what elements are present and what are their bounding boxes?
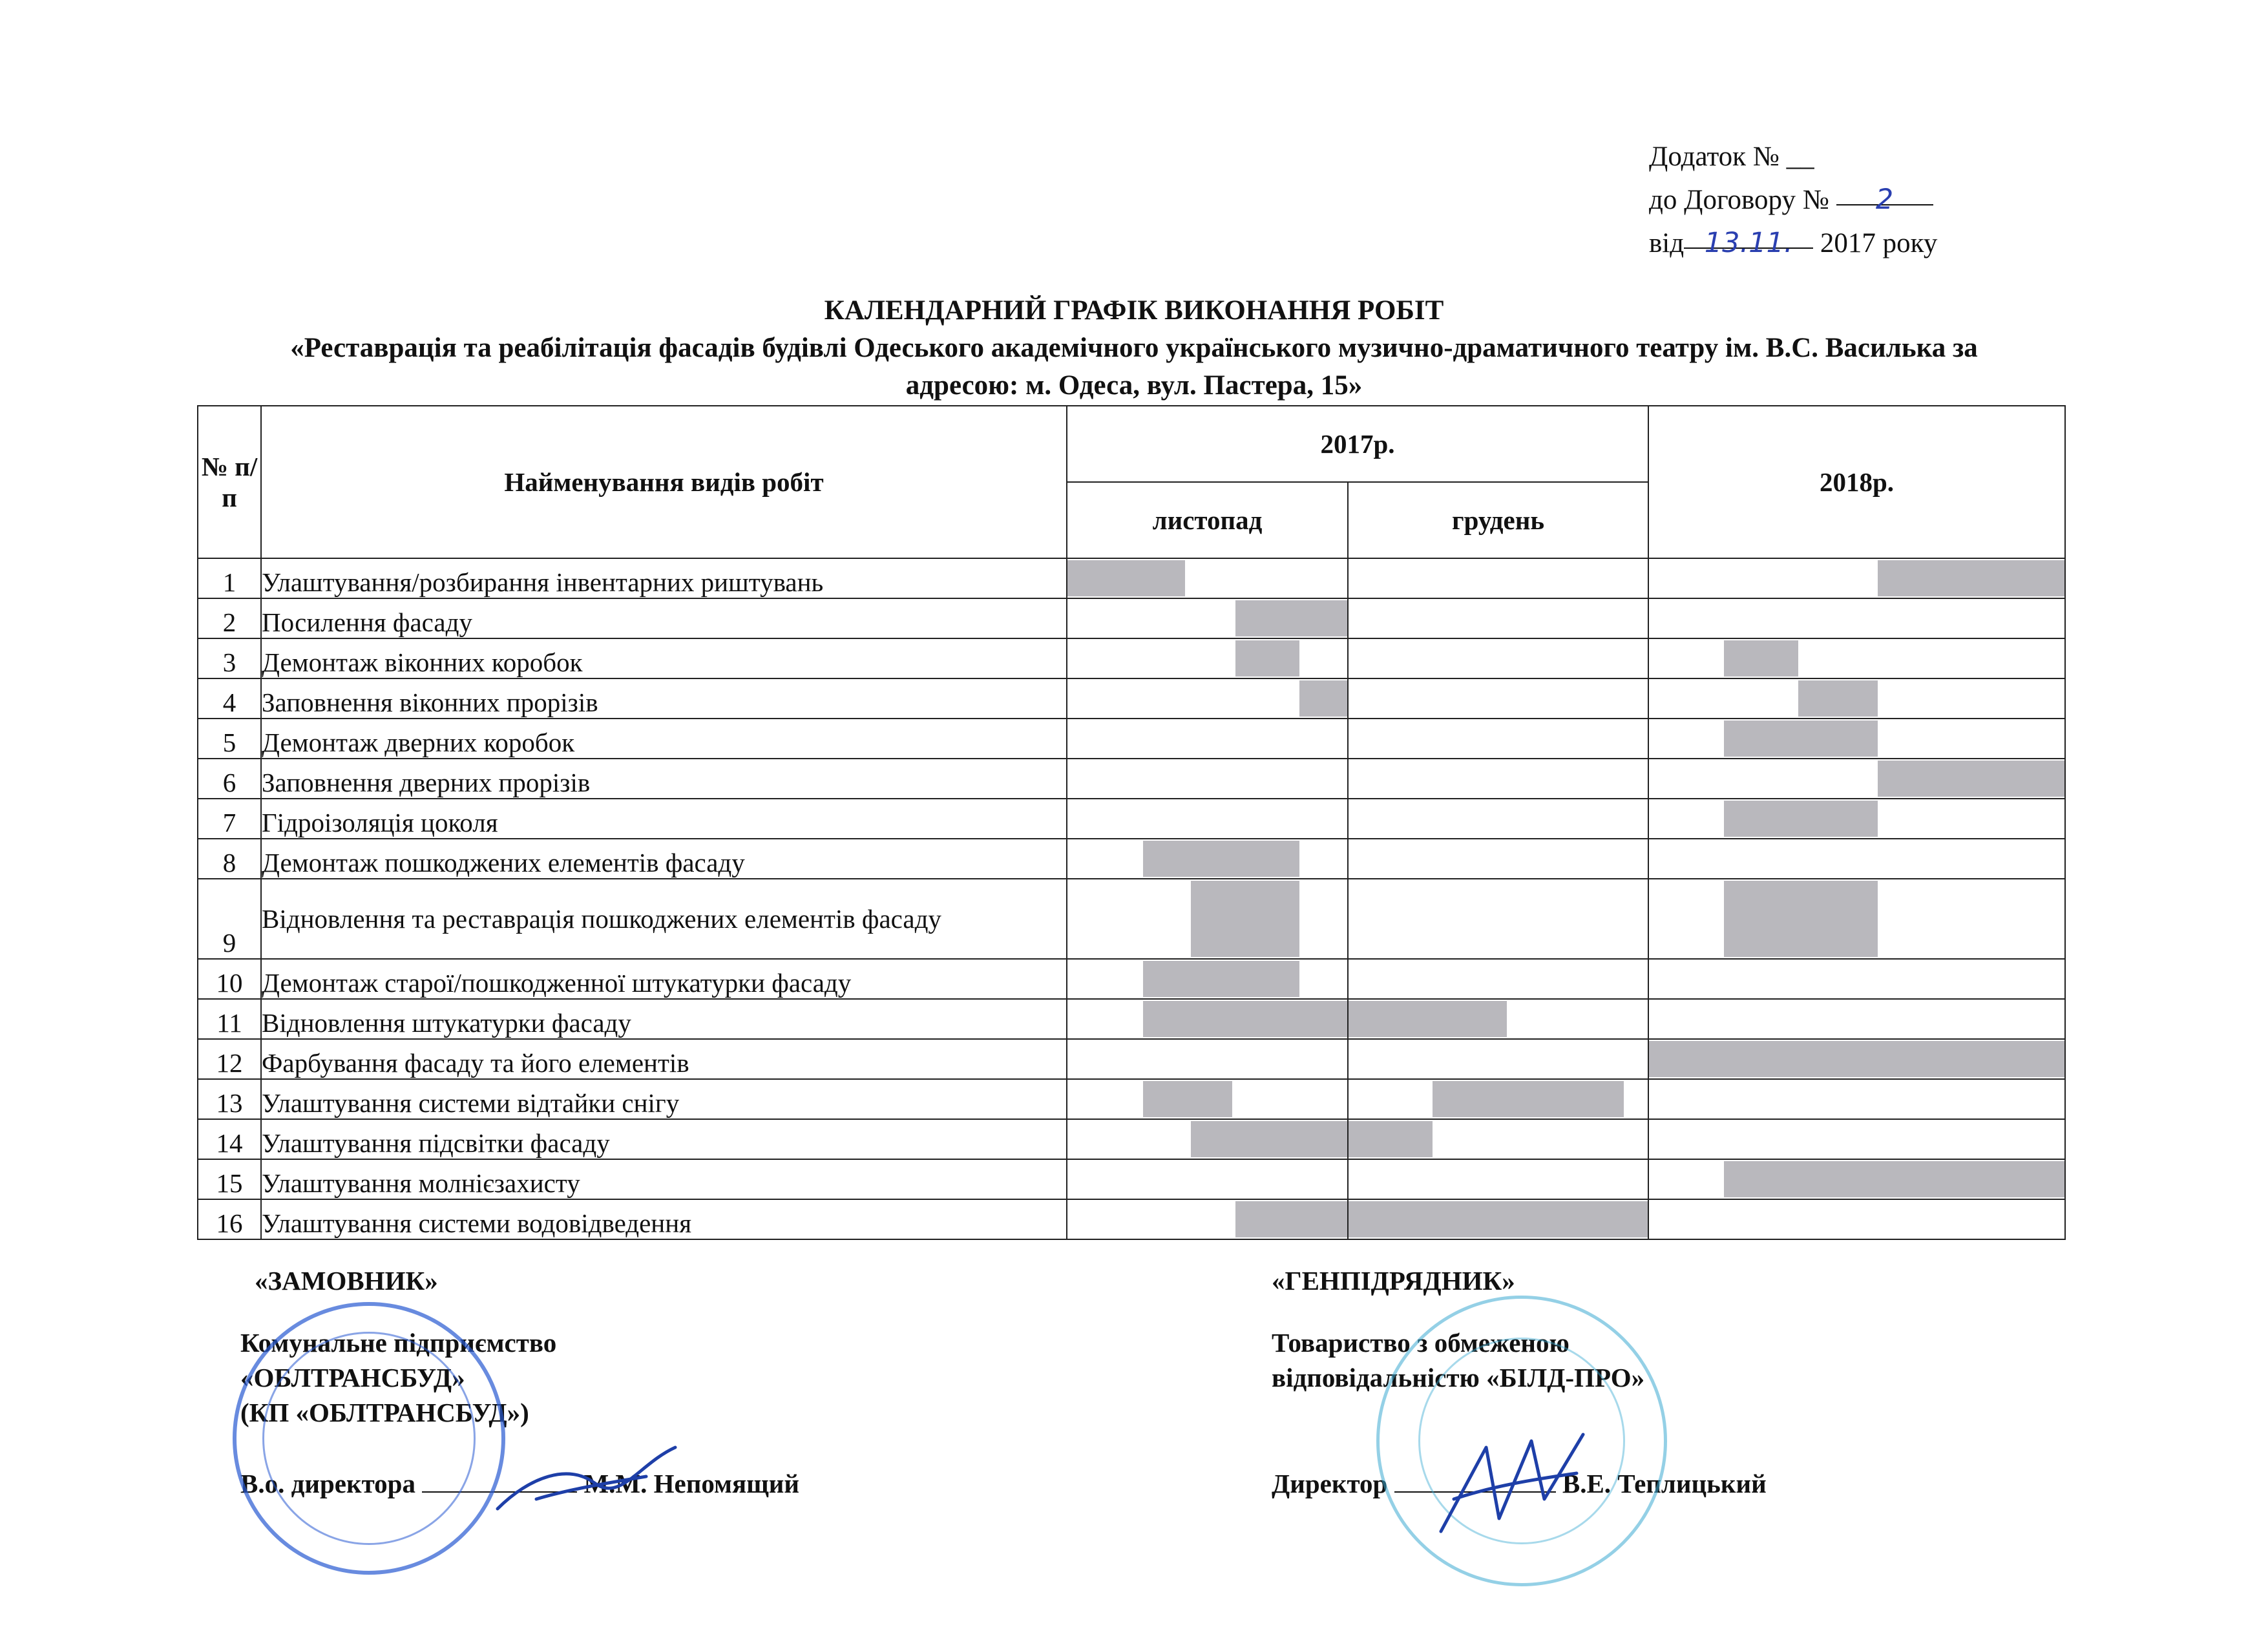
row-work-name: Улаштування молнієзахисту — [261, 1159, 1067, 1199]
gantt-cell-november — [1067, 1119, 1348, 1159]
customer-org-line3: (КП «ОБЛТРАНСБУД») — [240, 1398, 529, 1427]
project-title-line2: адресою: м. Одеса, вул. Пастера, 15» — [905, 370, 1363, 401]
row-number: 6 — [198, 759, 261, 799]
gantt-cell-december — [1348, 1079, 1648, 1119]
gantt-cell-november — [1067, 1039, 1348, 1079]
gantt-cell-november — [1067, 959, 1348, 999]
table-row — [198, 598, 2065, 638]
table-row — [198, 879, 2065, 959]
customer-org-line2: «ОБЛТРАНСБУД» — [240, 1363, 465, 1392]
table-row — [198, 719, 2065, 759]
row-number: 10 — [198, 959, 261, 999]
gantt-cell-december — [1348, 638, 1648, 678]
table-row — [198, 1119, 2065, 1159]
row-work-name: Улаштування системи відтайки снігу — [261, 1079, 1067, 1119]
gantt-bar — [1235, 640, 1300, 677]
gantt-cell-december — [1348, 1119, 1648, 1159]
contractor-signature-field[interactable] — [1394, 1468, 1556, 1493]
page-title: КАЛЕНДАРНИЙ ГРАФІК ВИКОНАННЯ РОБІТ — [824, 295, 1444, 326]
row-number: 12 — [198, 1039, 261, 1079]
row-work-name: Заповнення дверних прорізів — [261, 759, 1067, 799]
row-work-name: Демонтаж пошкоджених елементів фасаду — [261, 839, 1067, 879]
gantt-cell-december — [1348, 1159, 1648, 1199]
gantt-cell-2018 — [1648, 999, 2065, 1039]
table-row — [198, 638, 2065, 678]
customer-signature-line — [240, 1466, 799, 1501]
row-number: 8 — [198, 839, 261, 879]
gantt-cell-december — [1348, 1199, 1648, 1239]
row-work-name: Фарбування фасаду та його елементів — [261, 1039, 1067, 1079]
customer-signature-field[interactable] — [422, 1468, 577, 1493]
row-work-name: Відновлення штукатурки фасаду — [261, 999, 1067, 1039]
gantt-bar — [1724, 801, 1878, 837]
gantt-cell-2018 — [1648, 598, 2065, 638]
table-row — [198, 678, 2065, 719]
gantt-bar — [1724, 640, 1799, 677]
gantt-bar — [1724, 720, 1878, 757]
gantt-cell-november — [1067, 999, 1348, 1039]
gantt-cell-december — [1348, 558, 1648, 598]
gantt-cell-december — [1348, 799, 1648, 839]
column-header-number: № п/п — [198, 406, 261, 558]
gantt-cell-november — [1067, 598, 1348, 638]
row-number: 13 — [198, 1079, 261, 1119]
gantt-cell-2018 — [1648, 678, 2065, 719]
gantt-cell-december — [1348, 839, 1648, 879]
row-number: 15 — [198, 1159, 261, 1199]
gantt-bar — [1349, 1201, 1648, 1237]
row-work-name: Посилення фасаду — [261, 598, 1067, 638]
gantt-cell-2018 — [1648, 799, 2065, 839]
row-work-name: Демонтаж дверних коробок — [261, 719, 1067, 759]
row-number: 14 — [198, 1119, 261, 1159]
column-header-2018: 2018р. — [1648, 406, 2065, 558]
table-row — [198, 1079, 2065, 1119]
gantt-cell-november — [1067, 638, 1348, 678]
contract-date-label: від — [1649, 228, 1685, 258]
row-number: 16 — [198, 1199, 261, 1239]
row-work-name: Улаштування/розбирання інвентарних риштувань — [261, 558, 1067, 598]
gantt-cell-2018 — [1648, 1039, 2065, 1079]
gantt-cell-december — [1348, 999, 1648, 1039]
gantt-bar — [1349, 1121, 1433, 1157]
contractor-person: В.Е. Теплицький — [1562, 1469, 1767, 1498]
row-work-name: Улаштування підсвітки фасаду — [261, 1119, 1067, 1159]
gantt-bar — [1143, 1001, 1347, 1037]
column-header-december: грудень — [1348, 482, 1648, 558]
contract-date-field[interactable] — [1684, 222, 1813, 259]
contract-number-line — [1649, 178, 1937, 222]
gantt-cell-november — [1067, 719, 1348, 759]
gantt-cell-2018 — [1648, 759, 2065, 799]
schedule-rows — [198, 558, 2065, 1239]
column-header-work-name: Найменування видів робіт — [261, 406, 1067, 558]
table-row — [198, 1159, 2065, 1199]
gantt-cell-2018 — [1648, 1079, 2065, 1119]
row-number: 11 — [198, 999, 261, 1039]
contract-number-value: 2 — [1875, 184, 1894, 216]
gantt-bar — [1235, 600, 1347, 636]
table-row — [198, 1039, 2065, 1079]
contract-date-value: 13.11. — [1704, 227, 1793, 259]
table-row — [198, 959, 2065, 999]
gantt-cell-2018 — [1648, 1199, 2065, 1239]
table-row — [198, 799, 2065, 839]
gantt-cell-december — [1348, 879, 1648, 959]
table-row — [198, 839, 2065, 879]
row-work-name: Демонтаж старої/пошкодженної штукатурки фасаду — [261, 959, 1067, 999]
gantt-cell-2018 — [1648, 558, 2065, 598]
row-work-name: Демонтаж віконних коробок — [261, 638, 1067, 678]
contract-number-label: до Договору № — [1649, 185, 1829, 215]
gantt-bar — [1143, 1081, 1233, 1117]
gantt-bar — [1349, 1001, 1507, 1037]
row-work-name: Улаштування системи водовідведення — [261, 1199, 1067, 1239]
row-work-name: Відновлення та реставрація пошкоджених елементів фасаду — [261, 879, 1067, 959]
gantt-cell-december — [1348, 759, 1648, 799]
row-number: 7 — [198, 799, 261, 839]
table-row — [198, 999, 2065, 1039]
gantt-cell-december — [1348, 598, 1648, 638]
gantt-cell-december — [1348, 678, 1648, 719]
contractor-title: Директор — [1272, 1469, 1388, 1498]
gantt-cell-november — [1067, 879, 1348, 959]
customer-org-line1: Комунальне підприємство — [240, 1328, 557, 1358]
contract-number-field[interactable] — [1836, 178, 1933, 216]
contract-date-line — [1649, 222, 1937, 265]
gantt-cell-november — [1067, 558, 1348, 598]
row-number: 3 — [198, 638, 261, 678]
table-row — [198, 1199, 2065, 1239]
table-row — [198, 759, 2065, 799]
gantt-cell-2018 — [1648, 839, 2065, 879]
gantt-cell-2018 — [1648, 719, 2065, 759]
gantt-bar — [1143, 841, 1299, 877]
gantt-bar — [1067, 560, 1185, 596]
gantt-bar — [1433, 1081, 1624, 1117]
contract-year: 2017 року — [1820, 228, 1938, 258]
gantt-cell-november — [1067, 1159, 1348, 1199]
gantt-bar — [1798, 680, 1877, 717]
document-header — [1649, 136, 1937, 265]
column-header-2017: 2017р. — [1067, 406, 1648, 482]
row-number: 1 — [198, 558, 261, 598]
row-work-name: Заповнення віконних прорізів — [261, 678, 1067, 719]
customer-role: «ЗАМОВНИК» — [255, 1266, 438, 1296]
gantt-bar — [1649, 1041, 2064, 1077]
gantt-bar — [1724, 1161, 2064, 1197]
gantt-bar — [1191, 881, 1300, 957]
gantt-cell-december — [1348, 719, 1648, 759]
gantt-cell-december — [1348, 1039, 1648, 1079]
gantt-cell-2018 — [1648, 1119, 2065, 1159]
gantt-cell-november — [1067, 1199, 1348, 1239]
project-title-line1: «Реставрація та реабілітація фасадів будівлі Одеського академічного українського музично-драматичного театру ім. В.С. Василька за — [290, 333, 1978, 363]
column-header-november: листопад — [1067, 482, 1348, 558]
row-number: 9 — [198, 879, 261, 959]
row-work-name: Гідроізоляція цоколя — [261, 799, 1067, 839]
gantt-bar — [1235, 1201, 1347, 1237]
table-row — [198, 558, 2065, 598]
contractor-signature-line — [1272, 1466, 1767, 1501]
contractor-role: «ГЕНПІДРЯДНИК» — [1272, 1266, 1515, 1296]
gantt-cell-2018 — [1648, 959, 2065, 999]
row-number: 2 — [198, 598, 261, 638]
gantt-cell-november — [1067, 678, 1348, 719]
row-number: 4 — [198, 678, 261, 719]
gantt-cell-december — [1348, 959, 1648, 999]
gantt-cell-november — [1067, 759, 1348, 799]
contractor-block — [1272, 1263, 1767, 1501]
gantt-bar — [1299, 680, 1347, 717]
gantt-cell-2018 — [1648, 638, 2065, 678]
contractor-org-line1: Товариство з обмеженою — [1272, 1328, 1570, 1358]
gantt-bar — [1143, 961, 1299, 997]
gantt-bar — [1191, 1121, 1347, 1157]
gantt-cell-november — [1067, 799, 1348, 839]
customer-block — [240, 1263, 799, 1501]
contractor-org-line2: відповідальністю «БІЛД-ПРО» — [1272, 1363, 1645, 1392]
customer-title: В.о. директора — [240, 1469, 415, 1498]
gantt-cell-november — [1067, 1079, 1348, 1119]
row-number: 5 — [198, 719, 261, 759]
gantt-cell-2018 — [1648, 1159, 2065, 1199]
gantt-bar — [1878, 560, 2064, 596]
gantt-cell-2018 — [1648, 879, 2065, 959]
appendix-number: Додаток № __ — [1649, 142, 1814, 172]
customer-person: М.М. Непомящий — [583, 1469, 800, 1498]
gantt-cell-november — [1067, 839, 1348, 879]
schedule-table — [197, 405, 2066, 1240]
gantt-bar — [1878, 761, 2064, 797]
document-title — [103, 292, 2165, 404]
signatures-section — [0, 1263, 2268, 1612]
gantt-bar — [1724, 881, 1878, 957]
